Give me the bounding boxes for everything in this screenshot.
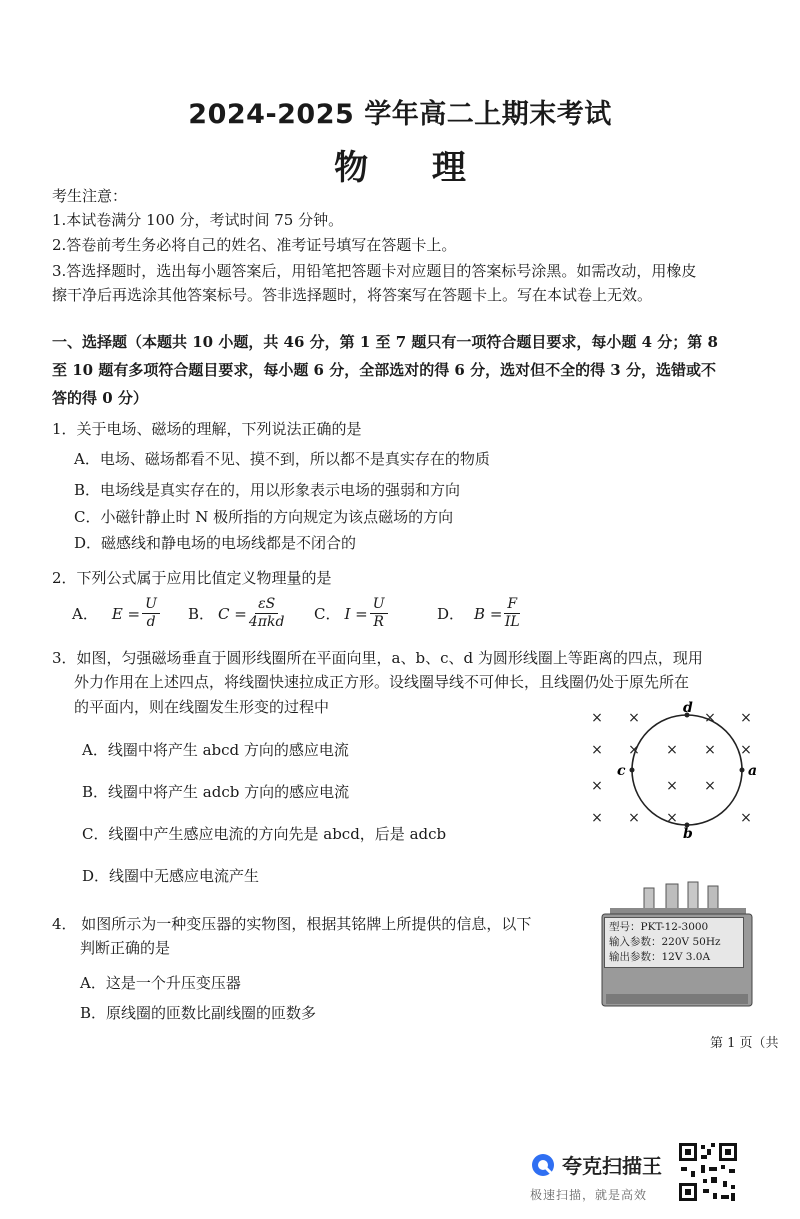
question-4-stem-line-1: 4． 如图所示为一种变压器的实物图，根据其铭牌上所提供的信息，以下 [52,915,532,933]
field-cross-mark: × [628,710,640,726]
scanner-name: 夸克扫描王 [562,1154,662,1178]
question-3-option-c: C．线圈中产生感应电流的方向先是 abcd，后是 adcb [82,825,447,843]
question-3-stem-line-1: 3．如图，匀强磁场垂直于圆形线圈所在平面向里，a、b、c、d 为圆形线圈上等距离的四点，现用 [52,649,703,667]
question-2-option-d [437,596,522,631]
field-cross-mark: × [704,742,716,758]
fraction [142,596,160,631]
nameplate-output: 输出参数：12V 3.0A [609,951,711,963]
notice-heading: 考生注意： [52,187,128,205]
transformer-nameplate [604,917,744,968]
numerator: εS [255,596,278,614]
question-2-option-a [72,596,162,631]
denominator: IL [504,614,520,630]
question-2-option-c [314,596,390,631]
section-heading-line-2: 至 10 题有多项符合题目要求，每小题 6 分，全部选对的得 6 分，选对但不全的得 3 分，选错或不 [52,361,716,379]
question-1-option-d: D．磁感线和静电场的电场线都是不闭合的 [74,534,357,552]
option-label: C． [314,605,341,623]
section-heading-line-3: 答的得 0 分） [52,389,148,407]
denominator: 4πkd [248,614,285,630]
scanner-slogan: 极速扫描，就是高效 [530,1188,648,1202]
field-cross-mark: × [628,742,640,758]
numerator: U [370,596,388,614]
label-a: a [748,763,758,779]
denominator: d [146,614,156,630]
formula-lhs: I = [344,604,368,623]
field-cross-mark: × [666,810,678,826]
formula-lhs: C = [218,604,247,623]
qr-code-icon [677,1141,739,1203]
notice-item-3-cont: 擦干净后再选涂其他答案标号。答非选择题时，将答案写在答题卡上。写在本试卷上无效。 [52,286,653,304]
question-2-stem: 2．下列公式属于应用比值定义物理量的是 [52,569,332,587]
field-cross-mark: × [666,778,678,794]
denominator: R [373,614,384,630]
option-label: D． [437,605,465,623]
fraction [249,596,285,631]
question-1-option-b: B．电场线是真实存在的，用以形象表示电场的强弱和方向 [74,481,461,499]
quark-scanner-logo-icon [530,1152,556,1178]
fraction [504,596,520,631]
field-cross-mark: × [704,778,716,794]
question-1-option-c: C．小磁针静止时 N 极所指的方向规定为该点磁场的方向 [74,508,454,526]
field-cross-mark: × [704,710,716,726]
section-heading-line-1: 一、选择题（本题共 10 小题，共 46 分，第 1 至 7 题只有一项符合题目要求，每小题 4 分；第 8 [52,333,718,351]
notice-item-3: 3.答选择题时，选出每小题答案后，用铅笔把答题卡对应题目的答案标号涂黑。如需改动，用橡皮 [52,262,697,280]
coil-circle [632,715,742,825]
field-cross-mark: × [591,742,603,758]
question-4-option-b: B．原线圈的匝数比副线圈的匝数多 [80,1004,317,1022]
option-label: B． [188,605,215,623]
label-b: b [683,826,693,840]
question-3-option-b: B．线圈中将产生 adcb 方向的感应电流 [82,783,350,801]
field-cross-mark: × [740,710,752,726]
point-c-dot [630,768,635,773]
question-2-option-b [188,596,286,631]
question-3-stem-line-2: 外力作用在上述四点，将线圈快速拉成正方形。设线圈导线不可伸长，且线圈仍处于原先所在 [74,673,690,691]
field-cross-mark: × [591,778,603,794]
page-number: 第 1 页（共 [710,1036,779,1051]
question-4-stem-line-2: 判断正确的是 [80,939,171,957]
field-cross-mark: × [740,742,752,758]
formula-lhs: E = [111,604,141,623]
question-4-option-a: A．这是一个升压变压器 [80,974,241,992]
notice-item-1: 1.本试卷满分 100 分，考试时间 75 分钟。 [52,211,344,229]
question-1-option-a: A．电场、磁场都看不见、摸不到，所以都不是真实存在的物质 [74,450,490,468]
exam-title: 2024-2025 学年高二上期末考试 [188,99,612,130]
field-cross-mark: × [591,810,603,826]
field-cross-mark: × [740,810,752,826]
fraction [370,596,388,631]
formula-lhs: B = [474,604,503,623]
point-a-dot [740,768,745,773]
magnetic-field-figure [580,700,770,840]
field-cross-mark: × [628,810,640,826]
notice-item-2: 2.答卷前考生务必将自己的姓名、准考证号填写在答题卡上。 [52,236,457,254]
numerator: F [504,596,520,614]
question-1-stem: 1．关于电场、磁场的理解，下列说法正确的是 [52,420,362,438]
option-label: A． [72,605,98,623]
field-cross-mark: × [591,710,603,726]
question-3-option-a: A．线圈中将产生 abcd 方向的感应电流 [82,741,349,759]
question-3-stem-line-3: 的平面内，则在线圈发生形变的过程中 [74,698,330,716]
label-d: d [683,700,693,716]
label-c: c [617,763,626,779]
subject-title: 物 理 [334,148,492,188]
nameplate-input: 输入参数：220V 50Hz [609,936,721,948]
nameplate-model: 型号：PKT-12-3000 [609,921,709,933]
field-cross-mark: × [666,742,678,758]
question-3-option-d: D．线圈中无感应电流产生 [82,867,260,885]
numerator: U [142,596,160,614]
